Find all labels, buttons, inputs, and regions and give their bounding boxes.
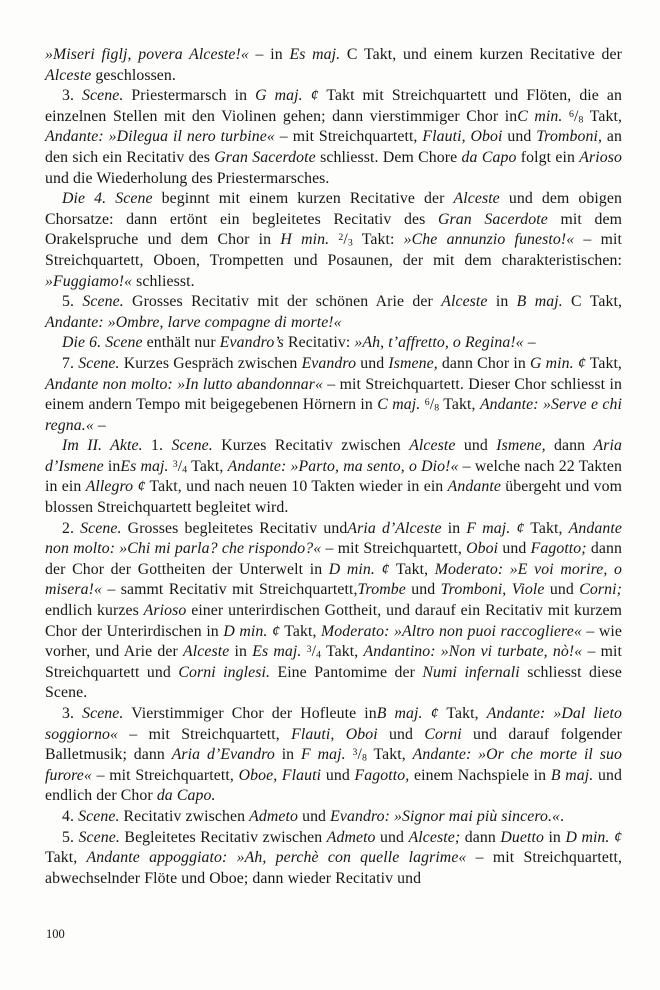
text-segment: ¢ (137, 478, 146, 496)
text-segment: Aria d’Ismene (45, 437, 622, 475)
text-segment: ¢ (614, 828, 622, 846)
text-segment: an den sich ein Recitativ des (45, 128, 622, 166)
text-segment: Takt, (45, 849, 87, 867)
text-segment: C Takt, und einem kurzen Recitative der (340, 46, 623, 63)
text-segment: Scene. (82, 705, 124, 722)
text-segment: D min. (328, 560, 375, 578)
text-segment: Admeto (326, 828, 376, 846)
text-segment: Tromboni, Viole (440, 581, 545, 599)
text-segment: Flauti, Oboi (291, 725, 378, 743)
text-segment: – mit Streichquartett, (91, 766, 239, 784)
text-segment: Moderato: »Altro non puoi raccogliere« (321, 622, 582, 640)
text-segment: Die 4. Scene (62, 190, 153, 208)
text-segment: Grosses begleitetes Recitativ und (121, 519, 348, 537)
text-segment: H min. (280, 231, 330, 249)
text-segment: und (298, 807, 331, 825)
text-segment: einer unterirdischen Gottheit, und darauf ein Recitativ mit kurzem Chor der Unterirdischen in (45, 602, 622, 640)
text-segment: Evandro’s (219, 334, 284, 352)
text-segment: Kurzes Recitativ zwischen (212, 437, 410, 455)
text-segment: Die 6. Scene (62, 334, 143, 352)
text-segment: Moderato: »E voi morire, o misera!« (45, 560, 622, 599)
text-segment: Takt, (585, 354, 622, 372)
text-segment: Arioso (143, 602, 187, 620)
text-segment: 5. (62, 293, 83, 311)
text-segment: Takt, (321, 643, 364, 661)
text-segment: Eine Pantomime der (270, 663, 423, 681)
text-segment: G maj. (255, 87, 311, 105)
text-segment: – (523, 334, 536, 352)
text-segment: schliesst. (132, 272, 195, 290)
text-segment: in (543, 828, 566, 846)
text-segment: Aria d’Alceste (347, 519, 442, 537)
text-segment: Alceste (453, 190, 500, 208)
text-segment: in (441, 519, 467, 537)
text-segment: Aria d’Evandro (171, 746, 275, 764)
text-segment: Corni; (579, 581, 622, 599)
text-segment: und die Wiederholung des Priestermarsches. (45, 169, 330, 187)
text-segment: schliesst diese Scene. (45, 663, 622, 702)
text-segment: »Che annunzio funesto!« (403, 231, 575, 249)
paragraph-4 (45, 292, 622, 333)
text-segment: 4. (62, 807, 79, 825)
text-segment: Andante: »Parto, ma sento, o Dio!« (227, 457, 459, 475)
text-segment: in (487, 293, 517, 311)
text-segment: G min. (529, 354, 574, 372)
text-segment: geschlossen. (91, 66, 176, 84)
text-segment: B maj. (550, 766, 594, 784)
paragraph-3 (45, 189, 622, 292)
text-segment: Scene. (78, 354, 120, 372)
text-segment: Tromboni, (536, 128, 602, 146)
text-segment: Kurzes Gespräch zwischen (119, 354, 302, 372)
text-segment: / (177, 457, 183, 475)
text-segment: – in (248, 46, 290, 63)
text-segment: – sammt Recitativ mit Streichquartett, (101, 581, 358, 599)
text-segment: Andante: »Dal lieto soggiorno« (45, 705, 623, 743)
text-segment: Trombe (357, 581, 406, 599)
text-segment: Corni (424, 725, 462, 743)
text-segment: übergeht und vom blossen Streichquartett begleitet wird. (45, 478, 622, 517)
text-segment: und (405, 581, 441, 599)
text-segment: Takt mit Streichquartett und Flöten, die an einzelnen Stellen mit den Violinen gehen; dann vierstimmiger Chor in (45, 87, 622, 125)
text-segment: – mit Streichquartett, (274, 128, 423, 146)
paragraph-1 (45, 45, 622, 86)
text-segment: da Capo (461, 148, 517, 166)
text-segment: und endlich der Chor (45, 766, 622, 805)
paragraph-7 (45, 436, 622, 518)
text-segment: Takt, und nach neuen 10 Takten wieder in ein (145, 478, 448, 496)
paragraph-8 (45, 519, 622, 704)
text-segment: 3 (352, 747, 358, 759)
text-segment: dann der Chor der Gottheiten der Unterwelt in (45, 540, 623, 578)
text-segment: Scene. (171, 437, 213, 455)
text-segment: / (573, 107, 579, 125)
text-segment: Andante (447, 478, 501, 496)
text-segment: Evandro: »Signor mai più sincero.« (330, 807, 561, 825)
text-segment: / (429, 396, 435, 414)
text-segment: C min. (517, 107, 563, 125)
text-segment: und (356, 354, 389, 372)
text-segment: D min. (565, 828, 610, 846)
text-segment: und darauf folgender Balletmusik; dann (45, 725, 623, 764)
text-segment: ¢ (516, 519, 525, 537)
text-segment: Andante appoggiato: »Ah, perchè con quelle lagrime« (86, 849, 467, 867)
text-segment: ¢ (577, 354, 586, 372)
text-segment: 3 (347, 237, 353, 249)
text-segment: 4 (182, 464, 188, 476)
text-segment: Fagotto; (530, 540, 587, 558)
text-segment: 5. (62, 828, 79, 846)
paragraph-6 (45, 354, 622, 436)
text-segment: Scene. (80, 519, 122, 537)
text-segment: Scene. (78, 807, 120, 825)
paragraph-9 (45, 704, 622, 807)
text-segment: Ismene, (496, 437, 546, 455)
text-segment: Alceste (45, 66, 92, 84)
text-segment: und dem obigen Chorsatze: dann ertönt ein begleitetes Recitativ des (45, 190, 622, 228)
page-number: 100 (46, 927, 65, 941)
text-segment: und (502, 128, 537, 146)
text-segment: B maj. (516, 293, 563, 311)
text-segment: Andante: »Ombre, larve compagne di morte!« (45, 313, 342, 331)
text-segment: schliesst. Dem Chore (315, 148, 462, 166)
text-segment (375, 561, 382, 578)
text-segment: C Takt, (562, 293, 623, 311)
text-segment: Alceste (409, 437, 456, 455)
text-segment: Ismene, (388, 354, 438, 372)
text-segment: Gran Sacerdote (214, 148, 316, 166)
text-segment: 6 (424, 397, 430, 409)
paragraph-2 (45, 86, 622, 189)
text-segment: 8 (434, 402, 440, 414)
text-segment: dann (460, 828, 501, 846)
text-segment: ¢ (430, 705, 439, 722)
text-segment: Numi infernali (422, 663, 520, 681)
text-segment (423, 705, 431, 722)
text-segment: Duetto (500, 828, 544, 846)
text-segment: da Capo. (156, 787, 216, 805)
text-segment: 3. (62, 87, 83, 105)
text-segment: Takt, (524, 519, 569, 537)
text-segment: Takt, (438, 705, 487, 722)
text-segment: und (544, 581, 580, 599)
text-segment: Allegro (85, 478, 134, 496)
text-segment: Takt, (439, 396, 480, 414)
text-segment: 2. (62, 519, 81, 537)
text-segment: – welche nach 22 Takten in ein (45, 457, 622, 496)
text-segment: endlich kurzes (45, 602, 144, 620)
text-segment: F maj. (301, 746, 346, 764)
text-segment: – (93, 416, 106, 434)
paragraph-5 (45, 333, 622, 354)
text-segment: Recitativ: (283, 334, 355, 352)
text-segment: – mit Streichquartett, (321, 540, 467, 558)
text-segment: Takt, (366, 746, 413, 764)
text-segment: Takt, (279, 622, 322, 640)
text-segment: Admeto (249, 807, 299, 825)
text-segment: / (311, 643, 317, 661)
text-segment: »Miseri figlj, povera Alceste!« (45, 46, 249, 63)
text-segment: Scene. (82, 87, 124, 105)
text-segment: beginnt mit einem kurzen Recitative der (152, 190, 454, 208)
text-segment: dann Chor in (437, 354, 530, 372)
text-segment: Andante: »Dilegua il nero turbine« (45, 128, 275, 146)
text-segment: 2 (338, 232, 344, 244)
text-segment: Es maj. (252, 643, 302, 661)
text-segment: Andante non molto: »In lutto abandonnar« (45, 375, 323, 393)
text-segment: Evandro (301, 354, 357, 372)
text-segment: B maj. (376, 705, 423, 722)
text-segment: Oboi (466, 540, 499, 558)
text-segment: 3 (306, 644, 312, 656)
page-text (45, 45, 622, 889)
text-segment: – mit Streichquartett. Dieser Chor schliesst in einem andern Tempo mit beigegebenen Hörnern in (45, 375, 622, 414)
text-segment: ¢ (310, 87, 319, 105)
text-segment: F maj. (466, 519, 511, 537)
text-segment: »Ah, t’affretto, o Regina!« (354, 334, 524, 352)
text-segment: 8 (578, 114, 584, 126)
text-segment: ¢ (381, 560, 390, 578)
text-segment: Grosses Recitativ mit der schönen Arie der (123, 293, 442, 311)
text-segment: 1. (142, 437, 172, 455)
text-segment: D min. (223, 622, 268, 640)
text-segment: mit dem Orakelspruche und dem Chor in (45, 210, 622, 249)
text-segment: Fagotto, (354, 766, 410, 784)
text-segment: . (560, 807, 565, 825)
paragraph-10 (45, 807, 622, 828)
text-segment: »Fuggiamo!« (45, 272, 133, 290)
text-segment: Takt, (583, 107, 622, 125)
text-segment: Takt, (187, 457, 228, 475)
text-segment: Gran Sacerdote (438, 210, 548, 228)
text-segment: Andante: »Or che morte il suo furore« (45, 746, 622, 784)
text-segment: und (498, 540, 531, 558)
text-segment: 3. (62, 705, 83, 722)
text-segment: und (375, 828, 409, 846)
text-segment: einem Nachspiele in (409, 766, 551, 784)
text-segment: 4 (316, 649, 322, 661)
text-segment: – mit Streichquartett, abwechselnder Flöte und Oboe; dann wieder Recitativ und (45, 849, 622, 887)
text-segment: Corni inglesi. (178, 663, 271, 681)
text-segment (329, 231, 338, 248)
text-segment: dann (545, 437, 594, 455)
text-segment: in (103, 457, 121, 475)
text-segment: Andante non molto: »Chi mi parla? che rispondo?« (45, 519, 623, 558)
text-segment: Flauti, Oboi (422, 128, 503, 146)
text-segment: C maj. (377, 396, 421, 414)
text-segment: – mit Streichquartett, Oboen, Trompetten und Posaunen, der mit dem charakteristischen: (45, 231, 622, 269)
text-segment: ¢ (271, 622, 280, 640)
text-segment: Takt, (389, 560, 435, 578)
text-segment: 7. (62, 354, 79, 372)
text-segment: 6 (568, 108, 574, 120)
text-segment: Andante: »Serve e chi regna.« (45, 396, 623, 434)
text-segment: und (377, 725, 425, 743)
text-segment: Alceste (183, 643, 230, 661)
text-segment: Es maj. (289, 46, 341, 63)
text-segment: Vierstimmiger Chor der Hofleute in (123, 705, 377, 722)
text-segment: Scene. (78, 828, 120, 846)
text-segment: Recitativ zwischen (119, 807, 250, 825)
text-segment: Takt: (352, 231, 404, 249)
text-segment: Im II. Akte. (62, 437, 143, 455)
text-segment: Begleitetes Recitativ zwischen (119, 828, 327, 846)
text-segment: Scene. (82, 293, 124, 311)
text-segment: 8 (361, 752, 367, 764)
text-segment: / (343, 231, 348, 249)
text-segment: in (274, 746, 302, 764)
paragraph-11 (45, 828, 622, 890)
text-segment: 3 (172, 458, 178, 470)
text-segment: Arioso (579, 148, 622, 166)
text-segment: und (455, 437, 497, 455)
text-segment: – mit Streichquartett, (117, 725, 292, 743)
text-segment: enthält nur (142, 334, 220, 352)
text-segment: – mit Streichquartett und (45, 643, 623, 681)
text-segment: / (357, 746, 362, 764)
text-segment: und (321, 766, 355, 784)
text-segment: Alceste; (408, 828, 461, 846)
text-segment: Es maj. (120, 457, 169, 475)
text-segment: in (229, 643, 253, 661)
text-segment: Oboe, Flauti (238, 766, 322, 784)
text-segment: folgt ein (516, 148, 580, 166)
text-segment: – wie vorher, und Arie der (45, 622, 622, 661)
text-segment: Priestermarsch in (123, 87, 256, 105)
text-segment: Andantino: »Non vi turbate, nò!« (363, 643, 583, 661)
text-segment: Alceste (441, 293, 488, 311)
